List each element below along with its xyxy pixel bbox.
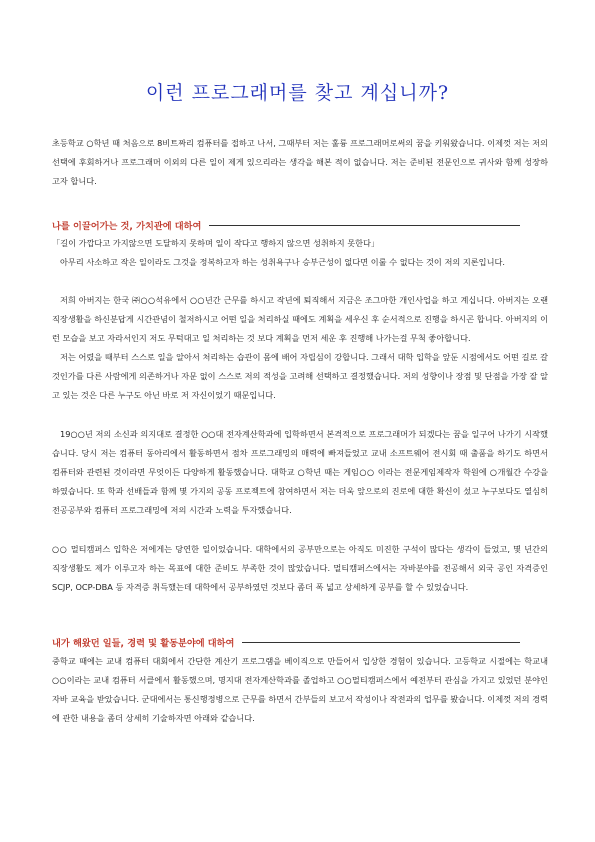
section-divider <box>209 225 520 226</box>
career-paragraph: 중학교 때에는 교내 컴퓨터 대회에서 간단한 계산기 프로그램을 베이직으로 만들어서 입상한 경험이 있습니다. 고등학교 시절에는 학교내 ○○이라는 교내 컴퓨터 서클에서 활동했으며, 명지대 전자계산학과를 졸업하고 ○○멀티캠퍼스에서 예전부터 관심을 가지고 있었던 분야인 자바 교육을 받았습니다. 군대에서는 통신행정병으로 근무를 하면서 간부들의 보고서 작성이나 작전과의 업무를 봤습니다. 이제껏 저의 경력에 관한 내용을 좀더 상세히 기술하자면 아래와 같습니다. <box>52 656 548 723</box>
section-heading-career <box>52 635 520 649</box>
section-heading-values <box>52 218 520 232</box>
values-paragraph: 아무리 사소하고 작은 일이라도 그것을 정복하고자 하는 성취욕구나 승부근성이 없다면 이룰 수 없다는 것이 저의 지론입니다. <box>60 257 506 267</box>
independence-paragraph: 저는 어렸을 때부터 스스로 일을 알아서 처리하는 습관이 몸에 배어 자립심이 강합니다. 그래서 대학 입학을 앞둔 시점에서도 어떤 길로 갈 것인가를 다른 사람에게 의존하거나 자문 없이 스스로 저의 적성을 고려해 선택하고 결정했습니다. 저의 성향이나 장점 및 단점을 가장 잘 알고 있는 것은 다른 누구도 아닌 바로 저 자신이었기 때문입니다. <box>52 352 548 400</box>
university-paragraph: 19○○년 저의 소신과 의지대로 결정한 ○○대 전자계산학과에 입학하면서 본격적으로 프로그래머가 되겠다는 꿈을 일구어 나가기 시작했습니다. 당시 저는 컴퓨터 동아리에서 활동하면서 점차 프로그래밍의 매력에 빠져들었고 교내 소프트웨어 전시회 때 출품을 하기도 하면서 컴퓨터와 관련된 것이라면 무엇이든 다양하게 활동했습니다. 대학교 ○학년 때는 게임○○ 이라는 전문게임제작자 학원에 ○개월간 수강을 하였습니다. 또 학과 선배들과 함께 몇 가지의 공동 프로젝트에 참여하면서 저는 더욱 앞으로의 진로에 대한 확신이 섰고 누구보다도 열심히 전공공부와 컴퓨터 프로그래밍에 저의 시간과 노력을 투자했습니다. <box>52 429 548 515</box>
section-heading-label: 내가 해왔던 일들, 경력 및 활동분야에 대하여 <box>52 638 235 649</box>
father-paragraph: 저희 아버지는 한국 ㈜○○석유에서 ○○년간 근무를 하시고 작년에 퇴직해서 지금은 조그마한 개인사업을 하고 계십니다. 아버지는 오랜 직장생활을 하신분답게 시간관념이 철저하시고 어떤 일을 처리하실 때에도 계획을 세우신 후 순서적으로 진행을 하시곤 합니다. 아버지의 이런 모습을 보고 자라서인지 저도 무턱대고 일 처리하는 것 보다 계획을 먼저 세운 후 진행해 나가는걸 무척 좋아합니다. <box>52 295 548 343</box>
intro-paragraph: 초등학교 ○학년 때 처음으로 8비트짜리 컴퓨터를 접하고 나서, 그때부터 저는 훌륭 프로그래머로써의 꿈을 키워왔습니다. 이제껏 저는 저의 선택에 후회하거나 프로그래머 이외의 다른 일이 제게 있으리라는 생각을 해본 적이 없습니다. 저는 준비된 전문인으로 귀사와 함께 성장하고자 합니다. <box>52 138 548 186</box>
multicampus-paragraph: ○○ 멀티캠퍼스 입학은 저에게는 당연한 일이었습니다. 대학에서의 공부만으로는 아직도 미진한 구석이 많다는 생각이 들었고, 몇 년간의 직장생활도 제가 이루고자 하는 목표에 대한 준비도 부족한 것이 많았습니다. 멀티캠퍼스에서는 자바분야를 전공해서 외국 공인 자격증인 SCJP, OCP-DBA 등 자격증 취득했는데 대학에서 공부하였던 것보다 좀더 폭 넓고 상세하게 공부를 할 수 있었습니다. <box>52 544 548 592</box>
section-heading-label: 나를 이끌어가는 것, 가치관에 대하여 <box>52 221 202 232</box>
page-title: 이런 프로그래머를 찾고 계십니까? <box>145 82 450 104</box>
section-divider <box>242 642 520 643</box>
motto-paragraph: 「길이 가깝다고 가지않으면 도달하지 못하며 일이 작다고 행하지 않으면 성취하지 못한다」 <box>52 238 380 248</box>
